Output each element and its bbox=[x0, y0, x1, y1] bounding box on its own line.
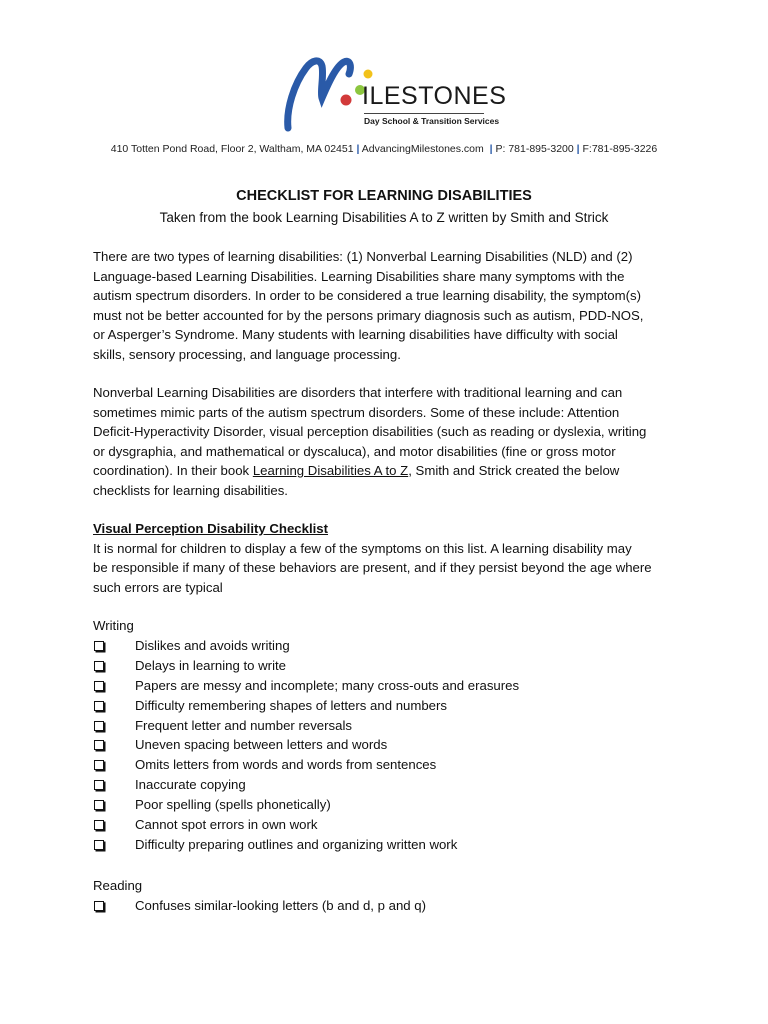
checklist-item bbox=[93, 656, 693, 676]
line-text: , Smith and Strick created the below bbox=[408, 463, 620, 478]
checklist-item bbox=[93, 835, 693, 855]
document-title: CHECKLIST FOR LEARNING DISABILITIES bbox=[236, 188, 532, 204]
checklist-item bbox=[93, 636, 693, 656]
paragraph-line: There are two types of learning disabilities: (1) Nonverbal Learning Disabilities (NLD) and (2) bbox=[93, 249, 633, 264]
reading-heading bbox=[93, 876, 693, 896]
document-subtitle: Taken from the book Learning Disabilities A to Z written by Smith and Strick bbox=[159, 210, 609, 225]
paragraph-line: sometimes mimic parts of the autism spectrum disorders. Some of these include: Attention bbox=[93, 404, 620, 420]
paragraph-line: checklists for learning disabilities. bbox=[93, 482, 288, 498]
paragraph-line: or dysgraphia, and mathematical or dyscaluca), and motor disabilities (fine or gross motor bbox=[93, 443, 616, 459]
checklist-item bbox=[93, 815, 693, 835]
checklist-item bbox=[93, 716, 693, 736]
subsection-heading: Writing bbox=[93, 618, 134, 633]
writing-checklist bbox=[93, 636, 693, 855]
checkbox-icon[interactable] bbox=[94, 800, 104, 810]
contact-phone: P: 781-895-3200 bbox=[495, 143, 574, 155]
checklist-item bbox=[93, 696, 693, 716]
logo-tagline: Day School & Transition Services bbox=[364, 116, 500, 126]
checkbox-icon[interactable] bbox=[94, 681, 104, 691]
paragraph-line: autism spectrum disorders. In order to be considered a true learning disability, the symptom(s) bbox=[93, 288, 642, 303]
paragraph-line: Nonverbal Learning Disabilities are disorders that interfere with traditional learning and can bbox=[93, 385, 623, 400]
checklist-item-label: Inaccurate copying bbox=[135, 777, 246, 793]
contact-separator: | bbox=[576, 143, 580, 155]
contact-line bbox=[0, 143, 768, 155]
checkbox-icon[interactable] bbox=[94, 721, 104, 731]
writing-heading bbox=[93, 616, 693, 636]
checklist-item-label: Difficulty preparing outlines and organizing written work bbox=[135, 836, 458, 852]
checklist-item-label: Difficulty remembering shapes of letters and numbers bbox=[135, 697, 448, 713]
checkbox-icon[interactable] bbox=[94, 701, 104, 711]
checklist-item-label: Confuses similar-looking letters (b and d, p and q) bbox=[135, 898, 427, 913]
logo-m-swoosh-icon bbox=[276, 54, 376, 134]
checklist-item-label: Cannot spot errors in own work bbox=[135, 817, 318, 833]
paragraph-line: such errors are typical bbox=[93, 579, 223, 595]
checklist-item bbox=[93, 755, 693, 775]
checkbox-icon[interactable] bbox=[94, 780, 104, 790]
contact-separator: | bbox=[489, 143, 493, 155]
checkbox-icon[interactable] bbox=[94, 901, 104, 911]
paragraph-line bbox=[93, 461, 693, 481]
nld-paragraph bbox=[93, 383, 693, 500]
paragraph-line: must not be better accounted for by the persons primary diagnosis such as autism, PDD-NOS, bbox=[93, 307, 644, 323]
paragraph-line: or Asperger’s Syndrome. Many students with learning disabilities have difficulty with social bbox=[93, 327, 618, 342]
checklist-item bbox=[93, 795, 693, 815]
checklist-section-intro bbox=[93, 519, 693, 597]
contact-website[interactable]: AdvancingMilestones.com bbox=[361, 143, 484, 155]
logo-divider bbox=[364, 113, 484, 114]
contact-separator: | bbox=[356, 143, 360, 155]
milestones-logo bbox=[276, 54, 507, 134]
checklist-item bbox=[93, 676, 693, 696]
checkbox-icon[interactable] bbox=[94, 641, 104, 651]
reading-checklist bbox=[93, 896, 693, 916]
checklist-item-label: Papers are messy and incomplete; many cross-outs and erasures bbox=[135, 677, 520, 693]
checkbox-icon[interactable] bbox=[94, 840, 104, 850]
checklist-item bbox=[93, 896, 693, 916]
line-text: coordination). In their book bbox=[93, 463, 253, 478]
paragraph-line: be responsible if many of these behaviors are present, and if they persist beyond the age where bbox=[93, 560, 652, 575]
paragraph-line: Language-based Learning Disabilities. Learning Disabilities share many symptoms with the bbox=[93, 268, 625, 284]
checkbox-icon[interactable] bbox=[94, 661, 104, 671]
paragraph-line: skills, sensory processing, and language processing. bbox=[93, 346, 401, 362]
checkbox-icon[interactable] bbox=[94, 760, 104, 770]
section-heading: Visual Perception Disability Checklist bbox=[93, 521, 329, 536]
book-title: Learning Disabilities A to Z bbox=[252, 463, 409, 478]
checklist-item-label: Dislikes and avoids writing bbox=[135, 638, 290, 653]
checklist-item bbox=[93, 775, 693, 795]
checklist-item-label: Omits letters from words and words from sentences bbox=[135, 757, 437, 773]
subsection-heading: Reading bbox=[93, 878, 143, 893]
contact-address: 410 Totten Pond Road, Floor 2, Waltham, MA 02451 bbox=[110, 143, 354, 155]
logo-wordmark: ILESTONES bbox=[362, 82, 507, 110]
checklist-item-label: Poor spelling (spells phonetically) bbox=[135, 797, 331, 813]
paragraph-line: Deficit-Hyperactivity Disorder, visual perception disabilities (such as reading or dyslexia, writing bbox=[93, 424, 647, 439]
checklist-item-label: Delays in learning to write bbox=[135, 657, 286, 673]
checkbox-icon[interactable] bbox=[94, 820, 104, 830]
checklist-item-label: Uneven spacing between letters and words bbox=[135, 737, 388, 753]
checkbox-icon[interactable] bbox=[94, 740, 104, 750]
checklist-item bbox=[93, 735, 693, 755]
checklist-item-label: Frequent letter and number reversals bbox=[135, 717, 352, 733]
contact-fax: F:781-895-3226 bbox=[582, 143, 658, 155]
paragraph-line: It is normal for children to display a few of the symptoms on this list. A learning disability may bbox=[93, 540, 632, 556]
intro-paragraph bbox=[93, 247, 693, 364]
